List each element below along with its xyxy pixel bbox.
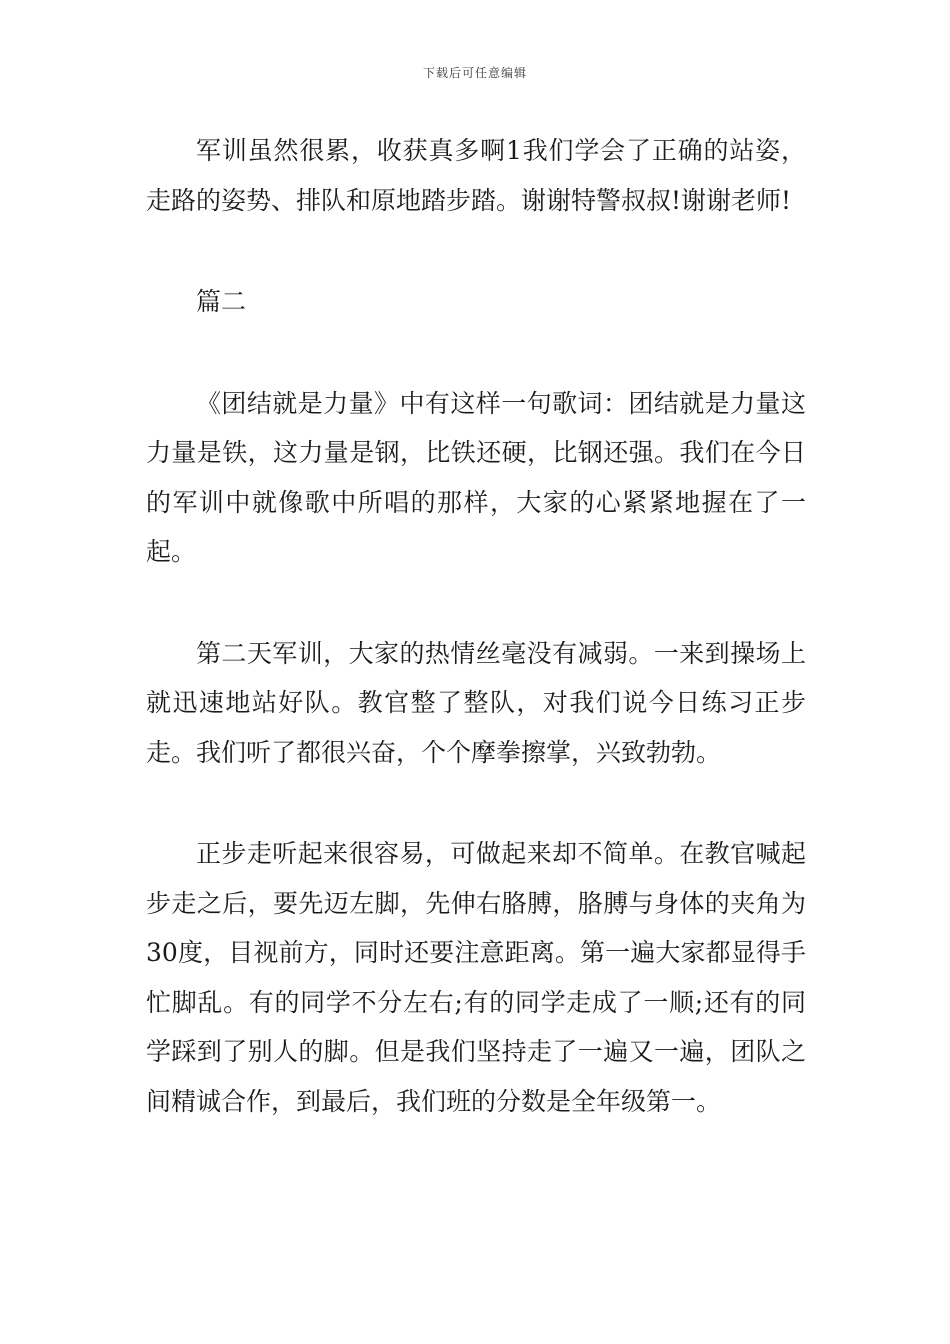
paragraph-military-training-summary: 军训虽然很累，收获真多啊1我们学会了正确的站姿，走路的姿势、排队和原地踏步踏。谢谢特警叔叔!谢谢老师!: [146, 136, 806, 215]
section-heading: 篇二: [196, 287, 247, 316]
paragraph-march-practice: 正步走听起来很容易，可做起来却不简单。在教官喊起步走之后，要先迈左脚，先伸右胳膊，胳膊与身体的夹角为30度，目视前方，同时还要注意距离。第一遍大家都显得手忙脚乱。有的同学不分左右;有的同学走成了一顺;还有的同学踩到了别人的脚。但是我们坚持走了一遍又一遍，团队之间精诚合作，到最后，我们班的分数是全年级第一。: [146, 839, 806, 1116]
document-body: [146, 126, 806, 1126]
header-note: 下载后可任意编辑: [422, 66, 527, 80]
paragraph-second-day: 第二天军训，大家的热情丝毫没有减弱。一来到操场上就迅速地站好队。教官整了整队，对我们说今日练习正步走。我们听了都很兴奋，个个摩拳擦掌，兴致勃勃。: [146, 638, 806, 767]
paragraph-unity-song: 《团结就是力量》中有这样一句歌词：团结就是力量这力量是铁，这力量是钢，比铁还硬，比钢还强。我们在今日的军训中就像歌中所唱的那样，大家的心紧紧地握在了一起。: [146, 388, 806, 566]
